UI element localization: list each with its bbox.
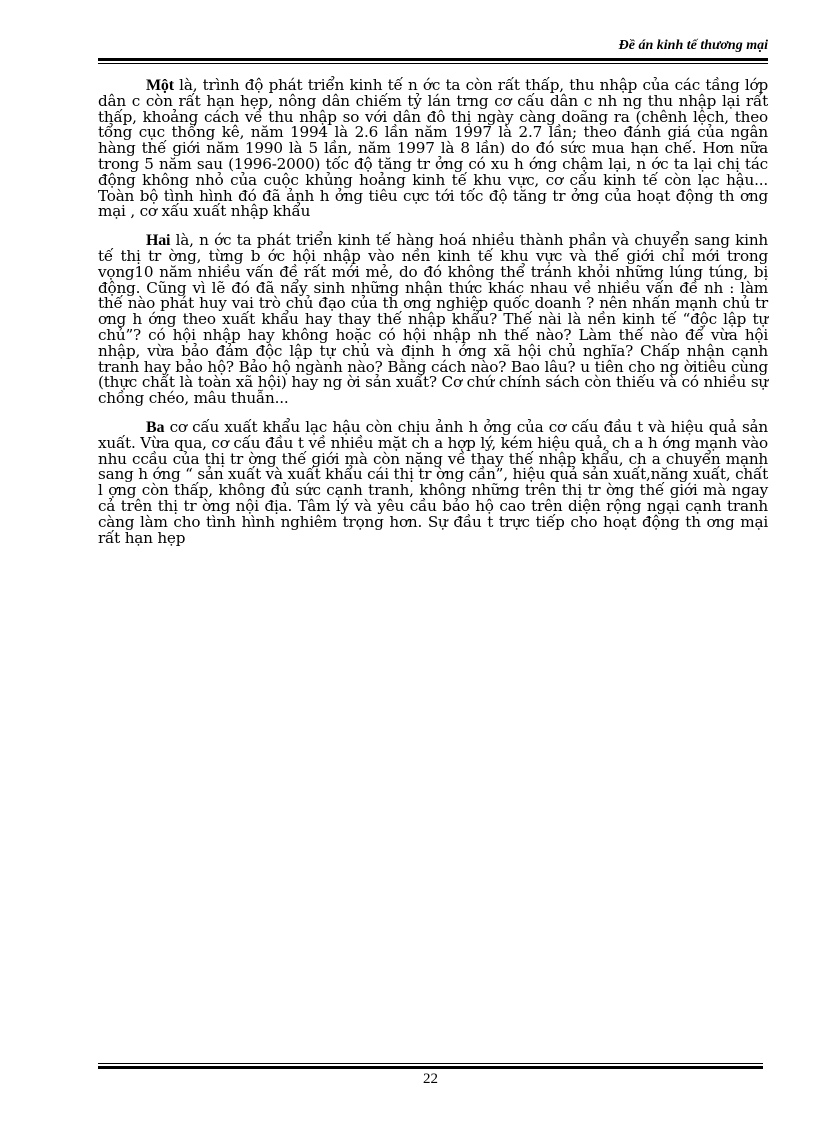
body-text xyxy=(98,78,768,559)
running-header: Đề án kinh tế thương mại xyxy=(618,38,768,53)
paragraph-lead: Ba xyxy=(146,418,165,436)
paragraph-2 xyxy=(98,233,768,407)
paragraph-lead: Một xyxy=(146,77,174,94)
footer-rule xyxy=(98,1063,763,1069)
paragraph-text: cơ cấu xuất khẩu lạc hậu còn chịu ảnh h ởng của cơ cấu đầu t và hiệu quả sản xuất. Vừa qua, cơ cấu đầu t về nhiều mặt ch a hợp lý, kém hiệu quả, ch a h ớng mạnh vào nhu ccầu của thị tr ờng thế giới mà còn nặng về thay thế nhập khẩu, ch a chuyển mạnh sang h ớng “ sản xuất và xuất khẩu cái thị tr ờng cần”, hiệu quả sản xuất,năng xuất, chất l ợng còn thấp, không đủ sức cạnh tranh, không những trên thị tr ờng thế giới mà ngay cả trên thị tr ờng nội địa. Tâm lý và yêu cầu bảo hộ cao trên diện rộng ngại cạnh tranh càng làm cho tình hình nghiêm trọng hơn. Sự đầu t trực tiếp cho hoạt động th ơng mại rất hạn hẹp xyxy=(98,417,768,547)
header-rule xyxy=(98,58,768,64)
paragraph-1 xyxy=(98,78,768,220)
page-number: 22 xyxy=(423,1071,438,1087)
paragraph-3 xyxy=(98,417,768,547)
paragraph-lead: Hai xyxy=(146,232,171,250)
paragraph-text: là, n ớc ta phát triển kinh tế hàng hoá nhiều thành phần và chuyển sang kinh tế thị tr ờng, từng b ớc hội nhập vào nền kinh tế khu vực và thế giới chỉ mới trong vọng10 năm nhiều vấn đề rất mới mẻ, do đó không thể tránh khỏi những lúng túng, bị động. Cũng vì lẽ đó đã nẩy sinh những nhận thức khác nhau về nhiều vấn đề nh : làm thế nào phát huy vai trò chủ đạo của th ơng nghiệp quốc doanh ? nên nhấn mạnh chủ tr ơng h ớng theo xuất khẩu hay thay thế nhập khẩu? Thế nài là nền kinh tế “độc lập tự chủ”? có hội nhập hay không hoặc có hội nhập nh thế nào? Làm thế nào để vừa hội nhập, vừa bảo đảm độc lập tự chủ và định h ớng xã hội chủ nghĩa? Chấp nhận cạnh tranh hay bảo hộ? Bảo hộ ngành nào? Bằng cách nào? Bao lâu? u tiên cho ng ờitiêu cùng (thực chất là toàn xã hội) hay ng ời sản xuất? Cơ chứ chính sách còn thiếu và có nhiều sự chồng chéo, mâu thuẫn... xyxy=(98,231,768,408)
paragraph-text: là, trình độ phát triển kinh tế n ớc ta còn rất thấp, thu nhập của các tầng lớp dân c còn rất hạn hẹp, nông dân chiếm tỷ lán trng cơ cấu dân c nh ng thu nhập lại rất thấp, khoảng cách về thu nhập so với dân đô thị ngày càng doãng ra (chênh lệch, theo tổng cục thống kê, năm 1994 là 2.6 lần năm 1997 là 2.7 lần; theo đánh giá của ngân hàng thế giới năm 1990 là 5 lần, năm 1997 là 8 lần) do đó sức mua hạn chế. Hơn nữa trong 5 năm sau (1996-2000) tốc độ tăng tr ởng có xu h ớng chậm lại, n ớc ta lại chị tác động không nhỏ của cuộc khủng hoảng kinh tế khu vực, cơ cấu kinh tế còn lạc hậu... Toàn bộ tình hình đó đã ảnh h ởng tiêu cực tới tốc độ tăng tr ởng của hoạt động th ơng mại , cơ xấu xuất nhập khẩu xyxy=(98,76,768,221)
